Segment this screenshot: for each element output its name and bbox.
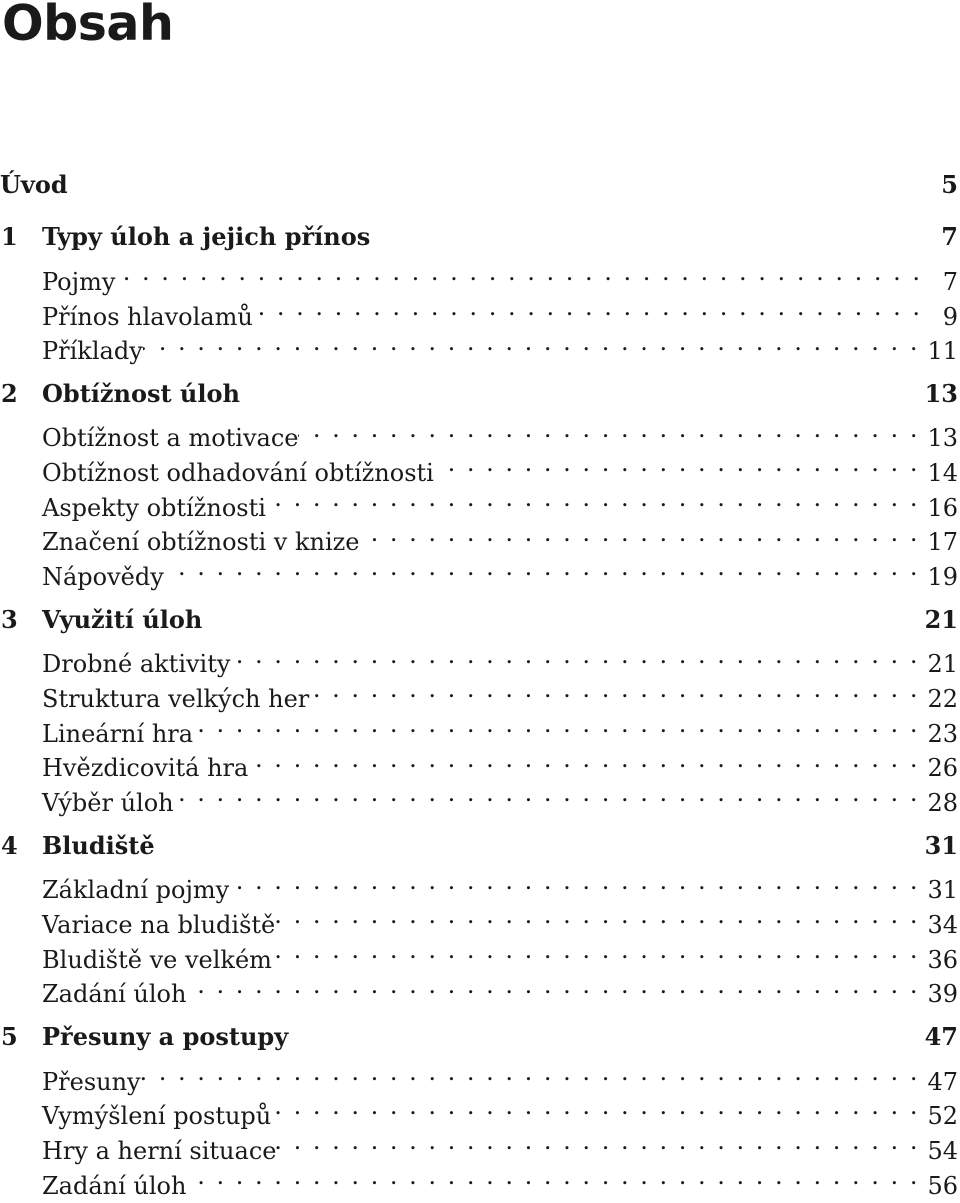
- section-title: Značení obtížnosti v knize: [42, 528, 360, 557]
- section-page: 13: [927, 424, 958, 453]
- section-page: 31: [927, 876, 958, 905]
- section-page: 19: [927, 563, 958, 592]
- section-title: Pojmy: [42, 267, 116, 296]
- section-title: Výběr úloh: [42, 789, 174, 818]
- toc-section[interactable]: [0, 255, 960, 296]
- chapter-number: 3: [1, 604, 18, 634]
- chapter-title: Využití úloh: [42, 604, 203, 634]
- section-page: 54: [927, 1136, 958, 1165]
- dot-leader: [229, 864, 917, 899]
- dot-leader: [360, 516, 918, 551]
- dot-leader: [276, 1124, 917, 1159]
- section-title: Vymýšlení postupů: [42, 1102, 272, 1131]
- section-title: Přesuny: [42, 1067, 141, 1096]
- toc-intro[interactable]: [0, 168, 960, 203]
- section-page: 9: [942, 302, 958, 331]
- section-page: 56: [927, 1171, 958, 1200]
- dot-leader: [434, 446, 918, 481]
- section-page: 28: [927, 789, 958, 818]
- section-title: Zadání úloh: [42, 1171, 187, 1200]
- dot-leader: [275, 898, 917, 933]
- chapter-page: 47: [924, 1022, 958, 1052]
- section-page: 36: [927, 945, 958, 974]
- section-page: 26: [927, 754, 958, 783]
- section-title: Drobné aktivity: [42, 650, 231, 679]
- toc-chapter[interactable]: [0, 377, 960, 412]
- section-page: 23: [927, 719, 958, 748]
- dot-leader: [272, 933, 918, 968]
- toc-chapter[interactable]: [0, 220, 960, 255]
- toc-section[interactable]: [0, 325, 960, 366]
- chapter-number: 5: [1, 1022, 18, 1052]
- section-title: Základní pojmy: [42, 876, 230, 905]
- chapter-number: 4: [1, 830, 18, 860]
- section-title: Aspekty obtížnosti: [42, 493, 266, 522]
- section-page: 7: [942, 267, 958, 296]
- table-of-contents: [0, 168, 960, 1200]
- section-title: Lineární hra: [42, 719, 194, 748]
- dot-leader: [164, 550, 918, 585]
- toc-intro-page: 5: [941, 170, 958, 199]
- dot-leader: [186, 1159, 917, 1194]
- section-title: Přínos hlavolamů: [42, 302, 253, 331]
- section-page: 16: [927, 493, 958, 522]
- dot-leader: [174, 776, 918, 811]
- section-page: 21: [927, 650, 958, 679]
- toc-section[interactable]: [0, 1089, 960, 1131]
- dot-leader: [230, 638, 917, 673]
- toc-chapter[interactable]: [0, 829, 960, 864]
- toc-section[interactable]: [0, 412, 960, 453]
- section-page: 11: [927, 337, 958, 366]
- dot-leader: [115, 255, 920, 290]
- section-page: 39: [927, 980, 958, 1009]
- section-title: Obtížnost a motivace: [42, 424, 299, 453]
- section-title: Hvězdicovitá hra: [42, 754, 249, 783]
- dot-leader: [266, 481, 918, 516]
- section-page: 22: [927, 685, 958, 714]
- section-page: 34: [927, 910, 958, 939]
- dot-leader: [309, 672, 917, 707]
- chapter-number: 2: [1, 379, 18, 409]
- toc-intro-title: Úvod: [0, 170, 68, 199]
- dot-leader: [186, 968, 917, 1003]
- chapter-number: 1: [1, 222, 18, 252]
- section-title: Obtížnost odhadování obtížnosti: [42, 459, 434, 488]
- chapter-title: Bludiště: [42, 830, 155, 860]
- chapter-title: Přesuny a postupy: [42, 1022, 289, 1052]
- section-page: 17: [927, 528, 958, 557]
- dot-leader: [143, 325, 918, 360]
- chapter-title: Typy úloh a jejich přínos: [42, 222, 371, 252]
- chapter-title: Obtížnost úloh: [42, 379, 240, 409]
- section-title: Zadání úloh: [42, 980, 187, 1009]
- section-title: Variace na bludiště: [42, 910, 276, 939]
- toc-section[interactable]: [0, 864, 960, 905]
- toc-section[interactable]: [0, 638, 960, 679]
- dot-leader: [298, 412, 917, 447]
- dot-leader: [193, 707, 917, 742]
- dot-leader: [271, 1089, 917, 1124]
- chapter-page: 21: [924, 604, 958, 634]
- page-title: Obsah: [2, 0, 174, 52]
- toc-chapter[interactable]: [0, 1020, 960, 1055]
- toc-chapter[interactable]: [0, 603, 960, 638]
- section-title: Nápovědy: [42, 563, 164, 592]
- section-page: 52: [927, 1102, 958, 1131]
- chapter-page: 31: [924, 830, 958, 860]
- section-title: Hry a herní situace: [42, 1136, 277, 1165]
- dot-leader: [141, 1055, 918, 1090]
- toc-section[interactable]: [0, 1055, 960, 1096]
- section-title: Struktura velkých her: [42, 685, 310, 714]
- section-page: 14: [927, 459, 958, 488]
- chapter-page: 7: [941, 222, 958, 252]
- dot-leader: [253, 290, 920, 325]
- chapter-page: 13: [924, 379, 958, 409]
- section-title: Příklady: [42, 337, 143, 366]
- dot-leader: [248, 742, 917, 777]
- section-page: 47: [927, 1067, 958, 1096]
- section-title: Bludiště ve velkém: [42, 945, 272, 974]
- toc-section[interactable]: [0, 290, 960, 331]
